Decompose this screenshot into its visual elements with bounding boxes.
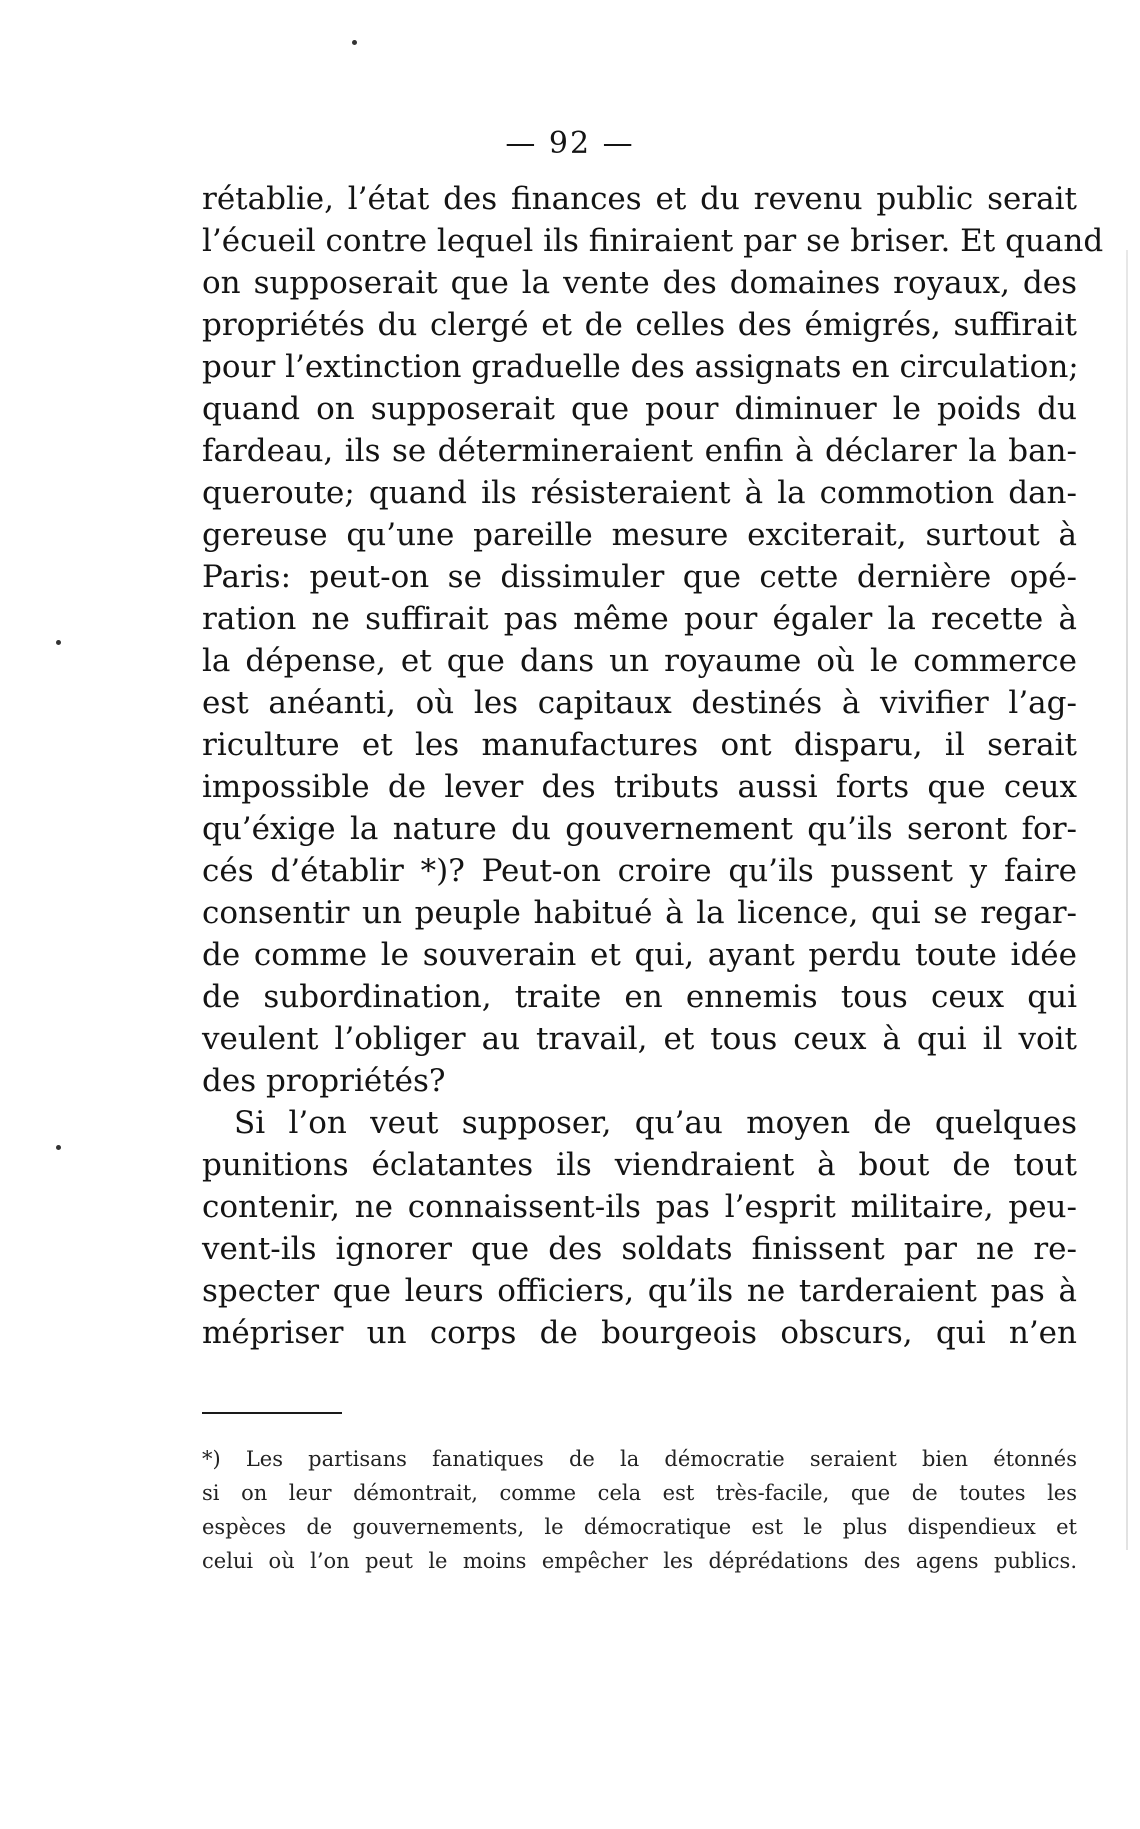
footnote-line: si on leur démontrait, comme cela est très-facile, que de toutes les bbox=[202, 1481, 1077, 1505]
body-line: Paris: peut-on se dissimuler que cette dernière opé- bbox=[202, 559, 1077, 595]
body-line: la dépense, et que dans un royaume où le commerce bbox=[202, 643, 1077, 679]
body-line: propriétés du clergé et de celles des émigrés, suffirait bbox=[202, 307, 1077, 343]
body-line: qu’éxige la nature du gouvernement qu’ils seront for- bbox=[202, 811, 1077, 847]
body-line: mépriser un corps de bourgeois obscurs, qui n’en bbox=[202, 1315, 1077, 1351]
body-text bbox=[202, 178, 1104, 1354]
scan-speck bbox=[352, 40, 357, 45]
footnote-line: *) Les partisans fanatiques de la démocratie seraient bien étonnés bbox=[202, 1447, 1077, 1471]
footnote-divider bbox=[202, 1412, 342, 1414]
body-line: punitions éclatantes ils viendraient à bout de tout bbox=[202, 1147, 1077, 1183]
body-line: queroute; quand ils résisteraient à la commotion dan- bbox=[202, 475, 1077, 511]
body-line: consentir un peuple habitué à la licence, qui se regar- bbox=[202, 895, 1077, 931]
body-line: l’écueil contre lequel ils finiraient par se briser. Et quand bbox=[202, 223, 1104, 259]
body-line: impossible de lever des tributs aussi forts que ceux bbox=[202, 769, 1077, 805]
body-line: gereuse qu’une pareille mesure exciterait, surtout à bbox=[202, 517, 1077, 553]
scan-speck bbox=[56, 1145, 61, 1150]
body-line: des propriétés? bbox=[202, 1063, 446, 1099]
body-line: cés d’établir *)? Peut-on croire qu’ils pussent y faire bbox=[202, 853, 1077, 889]
body-line: de subordination, traite en ennemis tous ceux qui bbox=[202, 979, 1077, 1015]
body-line: specter que leurs officiers, qu’ils ne tarderaient pas à bbox=[202, 1273, 1077, 1309]
body-line: de comme le souverain et qui, ayant perdu toute idée bbox=[202, 937, 1077, 973]
body-line: pour l’extinction graduelle des assignats en circulation; bbox=[202, 349, 1079, 385]
body-line: contenir, ne connaissent-ils pas l’esprit militaire, peu- bbox=[202, 1189, 1077, 1225]
footnote-line: celui où l’on peut le moins empêcher les déprédations des agens publics. bbox=[202, 1549, 1077, 1573]
page-edge-shadow bbox=[1126, 250, 1128, 1550]
body-line: vent-ils ignorer que des soldats finissent par ne re- bbox=[202, 1231, 1077, 1267]
body-line: fardeau, ils se détermineraient enfin à déclarer la ban- bbox=[202, 433, 1077, 469]
body-line-paragraph-start: Si l’on veut supposer, qu’au moyen de quelques bbox=[234, 1105, 1077, 1141]
body-line: rétablie, l’état des finances et du revenu public serait bbox=[202, 181, 1077, 217]
body-line: riculture et les manufactures ont disparu, il serait bbox=[202, 727, 1077, 763]
scan-speck bbox=[56, 640, 61, 645]
body-line: ration ne suffirait pas même pour égaler la recette à bbox=[202, 601, 1077, 637]
body-line: est anéanti, où les capitaux destinés à vivifier l’ag- bbox=[202, 685, 1077, 721]
body-line: quand on supposerait que pour diminuer le poids du bbox=[202, 391, 1077, 427]
body-line: veulent l’obliger au travail, et tous ceux à qui il voit bbox=[202, 1021, 1077, 1057]
footnote-block bbox=[202, 1442, 1077, 1578]
footnote-line: espèces de gouvernements, le démocratique est le plus dispendieux et bbox=[202, 1515, 1077, 1539]
body-line: on supposerait que la vente des domaines royaux, des bbox=[202, 265, 1077, 301]
page-number: — 92 — bbox=[505, 126, 635, 161]
